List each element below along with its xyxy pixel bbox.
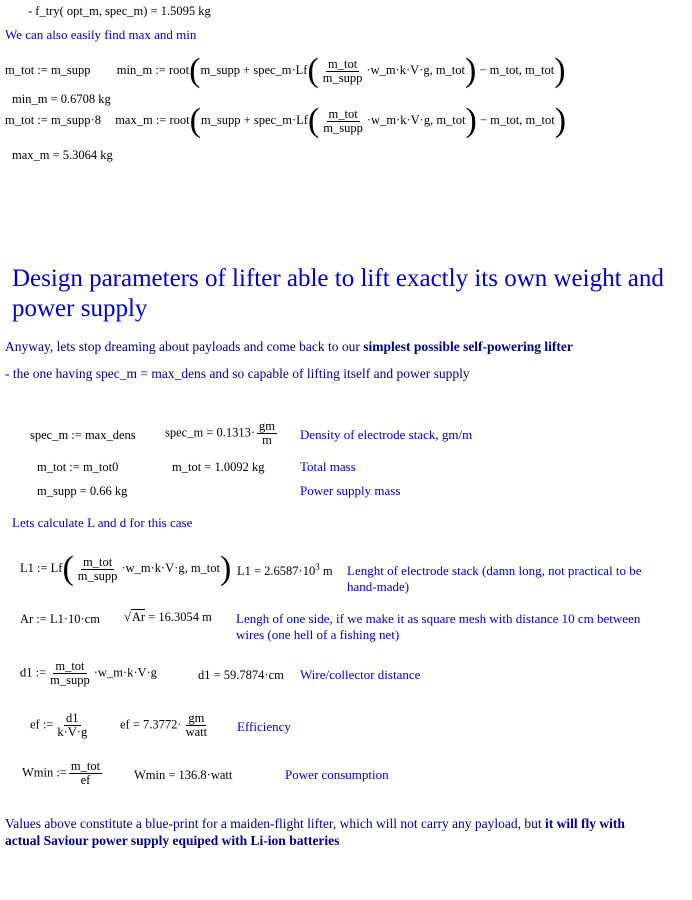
intro-paragraph: Anyway, lets stop dreaming about payloads and come back to our simplest possible self-powering lifter	[5, 339, 573, 354]
wmin-desc: Power consumption	[285, 767, 389, 782]
conclusion-paragraph: Values above constitute a blue-print for a maiden-flight lifter, which will not carry any payload, but it will fly with actual Saviour power supply equiped with Li-ion batteries	[5, 816, 625, 848]
mtot-desc: Total mass	[300, 459, 356, 474]
ef-val: ef = 7.3772· $\frac{gm}{\text{watt}}$	[120, 711, 208, 739]
ar-val: √Ar = 16.3054 m	[124, 610, 212, 624]
d1-val: d1 = 59.7874·cm	[198, 668, 284, 682]
spec-def: spec_m := max_dens	[30, 428, 136, 442]
max-frac: $\frac{\text{m\_tot}}{\text{m\_supp}}$	[323, 106, 363, 135]
min-m-equation: m_tot := m_supp min_m := root(m_supp + spec_m·Lf( $\frac{\text{m\_tot}}{\text{m\_supp}}$ ·w_m·k·V·g, m_tot) − m_tot, m_tot)	[5, 52, 566, 89]
ar-def: Ar := L1·10·cm	[20, 612, 100, 626]
spec-desc: Density of electrode stack, gm/m	[300, 427, 473, 442]
msupp-val: m_supp = 0.66 kg	[37, 484, 128, 498]
ftry-result: - f_try( opt_m, spec_m) = 1.5095 kg	[28, 4, 211, 18]
ar-desc: Lengh of one side, if we make it as square mesh with distance 10 cm between wires (one hell of a fishing net)	[236, 611, 641, 642]
min-frac: $\frac{\text{m\_tot}}{\text{m\_supp}}$	[322, 56, 363, 85]
l1-desc: Lenght of electrode stack (damn long, not practical to be hand-made)	[347, 563, 642, 594]
max-root-lhs: max_m := root	[115, 112, 190, 127]
spec-val: spec_m = 0.1313· $\frac{gm}{m}$	[165, 419, 276, 447]
calc-intro: Lets calculate L and d for this case	[12, 515, 193, 530]
min-root-lhs: min_m := root	[116, 62, 190, 77]
msupp-desc: Power supply mass	[300, 483, 401, 498]
max-m-result: max_m = 5.3064 kg	[12, 148, 113, 162]
d1-def: d1 := $\frac{\text{m\_tot}}{\text{m\_supp}}$ ·w_m·k·V·g	[20, 659, 157, 687]
mtot-def: m_tot := m_tot0	[37, 460, 119, 474]
min-assign: m_tot := m_supp	[5, 62, 91, 77]
min-m-result: min_m = 0.6708 kg	[12, 92, 111, 106]
spec-paragraph: - the one having spec_m = max_dens and so capable of lifting itself and power supply	[5, 366, 470, 381]
max-assign: m_tot := m_supp·8	[5, 112, 101, 127]
ef-def: ef := $\frac{d1}{k\cdot V\cdot g}$	[30, 711, 88, 739]
ef-desc: Efficiency	[237, 719, 291, 734]
max-min-intro: We can also easily find max and min	[5, 27, 197, 42]
l1-def: L1 := Lf( $\frac{\text{m\_tot}}{\text{m\_supp}}$ ·w_m·k·V·g, m_tot)	[20, 550, 232, 587]
d1-desc: Wire/collector distance	[300, 667, 421, 682]
wmin-val: Wmin = 136.8·watt	[134, 768, 233, 782]
mtot-val: m_tot = 1.0092 kg	[172, 460, 265, 474]
max-m-equation: m_tot := m_supp·8 max_m := root(m_supp + spec_m·Lf( $\frac{\text{m\_tot}}{\text{m\_supp}}$ ·w_m·k·V·g, m_tot) − m_tot, m_tot)	[5, 102, 567, 139]
wmin-def: Wmin := $\frac{\text{m\_tot}}{ef}$	[22, 759, 101, 787]
section-heading: Design parameters of lifter able to lift exactly its own weight and power supply	[12, 265, 664, 322]
l1-val: $L1 = 2.6587\cdot 10^3$ m	[237, 562, 333, 579]
